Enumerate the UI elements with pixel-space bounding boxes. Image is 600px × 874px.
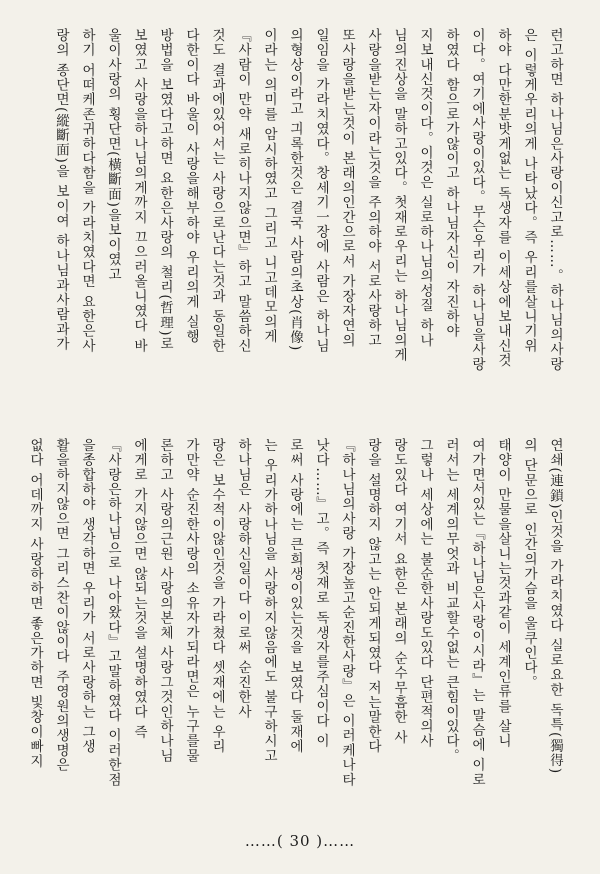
lower-text-line: 랑은 보수적이않인것을 가라쳤다 셋재에는 우리 xyxy=(209,438,225,754)
upper-text-line: 하였다 함으로가않이고 하나님자신이 자진하야 xyxy=(443,28,459,339)
lower-text-line: 에게로 가지않으면 않되는것을 설명하였다 즉 xyxy=(131,438,147,740)
upper-text-block xyxy=(44,28,568,413)
lower-text-line: 의 단문으로 인간의가슴을 울쿠인다。 xyxy=(521,438,537,690)
upper-text-line: 하야 다만한분밧게없는 독생자를 이세상에보내신것 xyxy=(495,28,511,368)
upper-text-line: 것도 결과에있어서는 사랑으로난다는것과 동일한 xyxy=(209,28,225,354)
lower-text-line: 낫다……』고。즉 첫재로 독생자를주심이다 이 xyxy=(313,438,329,749)
lower-text-line: 는 우리가하나님을 사랑하지않음에도 불구하시고 xyxy=(261,438,277,764)
page-number: ……( 30 )…… xyxy=(244,832,356,850)
upper-text-line: 지보내신것이다。이것은 실로하나님의성질 하나 xyxy=(417,28,433,348)
lower-text-line: 태양이 만물을살니는것과같이 세계인류를 살니 xyxy=(495,438,511,749)
lower-text-line: 러서는 세계의무엇과 비교할수없는 큰힘이있다。 xyxy=(443,438,459,764)
lower-text-line: 로써 사랑에는 큰희생이있는것을 보였다 둘재에 xyxy=(287,438,303,754)
upper-text-line: 일임을 가라치였다。창세기一장에 사람은 하나님 xyxy=(313,28,329,354)
lower-text-line: 『사랑은하나님으로 나아왔다』고말하였다 이러한점 xyxy=(105,438,121,788)
lower-text-line: 『하나님의사랑 가장높고순진한사랑』은 이러케나타 xyxy=(339,438,355,788)
upper-text-line: 방법을 보였다고하면 요한은사랑의 철리(哲理)로 xyxy=(157,28,173,352)
lower-text-line: 랑을 설명하지 않고는 안되게되였다 저는말한다 xyxy=(365,438,381,754)
upper-text-line: 이라는 의미를 암시하였고 그리고 니고데모의게 xyxy=(261,28,277,344)
lower-text-line: 없다 어데까지 사랑하하면 좋은가하면 빛창이빠지 xyxy=(27,438,43,769)
lower-text-block xyxy=(27,438,568,820)
upper-text-line: 또사랑을받는것이 본래의인간으로서 가장자연의 xyxy=(339,28,355,348)
lower-text-line: 하나님은 사랑하신일이다 이로써 순진한사 xyxy=(235,438,251,720)
upper-text-line: 은 이렇게우리의게 나타났다。즉 우리를살니기위 xyxy=(521,28,537,354)
lower-text-line: 그렇나 세상에는 불순한사랑도있다 단편적의사 xyxy=(417,438,433,749)
upper-text-line: 『사람이 만약 새로히나지않으면』하고 말씀하신 xyxy=(235,28,251,354)
upper-text-line: 다한이다 바울이 사랑을해부하야 우리의게 실행 xyxy=(183,28,199,344)
upper-text-line: 사랑을받는자이라는것을 주의하야 서로사랑하고 xyxy=(365,28,381,348)
lower-text-line: 가만약 순진한사랑의 소유자가되라면은 누구를물 xyxy=(183,438,199,764)
lower-text-line: 랑도있다 여기서 요한은 본래의 순수무흠한 사 xyxy=(391,438,407,745)
upper-text-line: 울이사랑의 횡단면(橫斷面)을보이였고 xyxy=(105,28,121,282)
upper-text-line: 런고하면 하나님은사랑이신고로……。하나님의사랑 xyxy=(547,28,563,372)
upper-text-line: 하기 어떠케존귀하다함을 가라치였다면 요한은사 xyxy=(79,28,95,354)
lower-text-line: 활을하지않으면 그리스찬이않이다 주영원의생명은 xyxy=(53,438,69,773)
lower-text-line: 여가면서있는『하나님은사랑이시라』는 말슴에 이로 xyxy=(469,438,485,788)
upper-text-line: 의형상이라고 긔록한것은 결국 사람의초상(肖像) xyxy=(287,28,303,352)
upper-text-line: 보였고 사랑을하나님의게까지 끄으러올니였다 바 xyxy=(131,28,147,354)
lower-text-line: 론하고 사랑의근원 사랑의본체 사랑그것인하나님 xyxy=(157,438,173,764)
upper-text-line: 님의진상을 말하고있다。첫재로우리는 하나님의게 xyxy=(391,28,407,363)
upper-text-line: 이다。여기에사랑이있다。무슨우리가 하나님을사랑 xyxy=(469,28,485,372)
upper-text-line: 랑의 종단면(縱斷面)을 보이여 하나님과사람과가 xyxy=(53,28,69,352)
lower-text-line: 을종합하야 생각하면 우리가 서로사랑하는 그생 xyxy=(79,438,95,754)
lower-text-line: 연쇄(連鎖)인것을 가라치였다 실로요한 독특(獨得) xyxy=(547,438,563,775)
